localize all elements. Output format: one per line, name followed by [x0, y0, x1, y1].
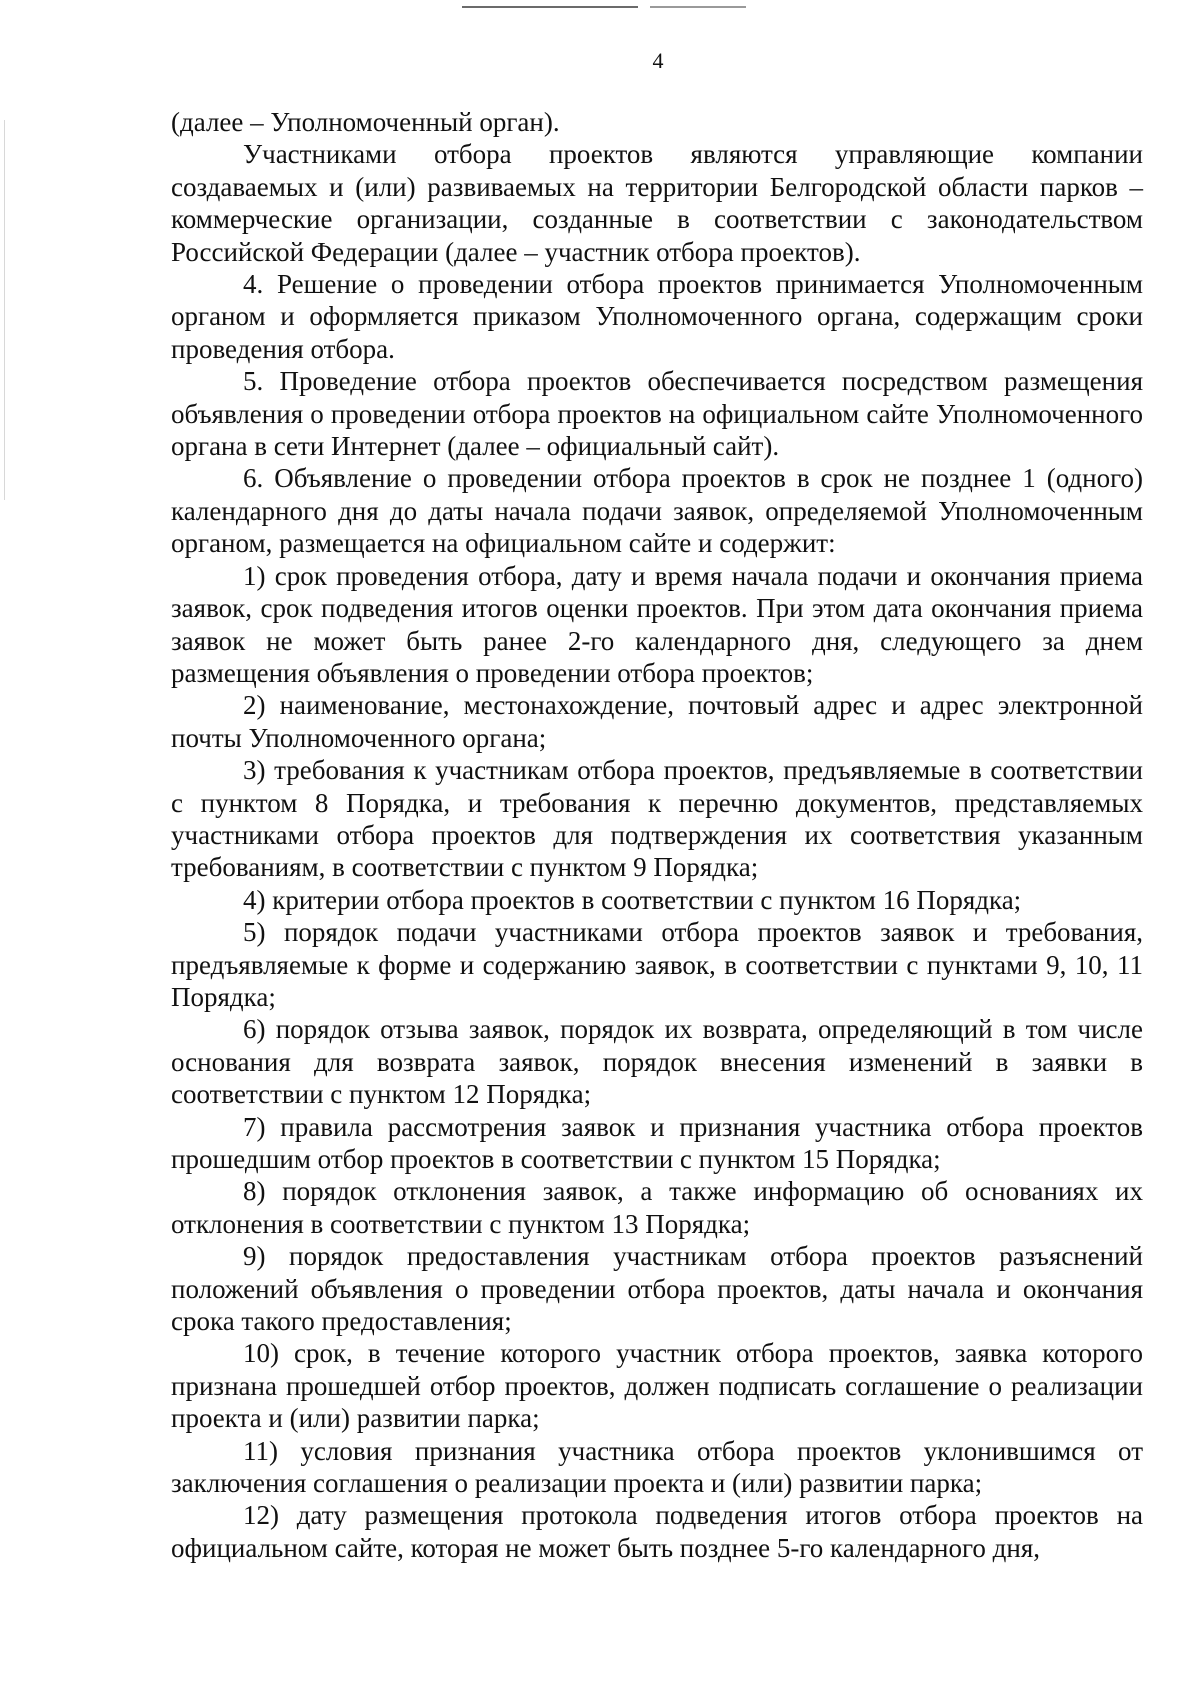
list-item: 7) правила рассмотрения заявок и признания участника отбора проектов прошедшим отбор проектов в соответствии с пунктом 15 Порядка; — [171, 1111, 1143, 1174]
list-item: 8) порядок отклонения заявок, а также информацию об основаниях их отклонения в соответствии с пунктом 13 Порядка; — [171, 1176, 1143, 1239]
list-item: 5) порядок подачи участниками отбора проектов заявок и требования, предъявляемые к форме и содержанию заявок, в соответствии с пунктами 9, 10, 11 Порядка; — [171, 917, 1143, 1012]
list-item: 11) условия признания участника отбора проектов уклонившимся от заключения соглашения о реализации проекта и (или) развитии парка; — [171, 1435, 1143, 1499]
scan-edge-line — [650, 6, 746, 8]
paragraph: 4. Решение о проведении отбора проектов принимается Уполномоченным органом и оформляется приказом Уполномоченного органа, содержащим сроки проведения отбора. — [171, 269, 1143, 364]
document-body — [171, 106, 1143, 1564]
paragraph: 5. Проведение отбора проектов обеспечивается посредством размещения объявления о проведении отбора проектов на официальном сайте Уполномоченного органа в сети Интернет (далее – официальный сайт). — [171, 366, 1143, 462]
list-item: 10) срок, в течение которого участник отбора проектов, заявка которого признана прошедшей отбор проектов, должен подписать соглашение о реализации проекта и (или) развитии парка; — [171, 1338, 1143, 1434]
list-item: 3) требования к участникам отбора проектов, предъявляемые в соответствии с пунктом 8 Порядка, и требования к перечню документов, представляемых участниками отбора проектов для подтверждения их соответствия указанным требованиям, в соответствии с пунктом 9 Порядка; — [171, 755, 1143, 883]
list-item: 6) порядок отзыва заявок, порядок их возврата, определяющий в том числе основания для возврата заявок, порядок внесения изменений в заявки в соответствии с пунктом 12 Порядка; — [171, 1014, 1143, 1110]
scan-edge-line — [4, 120, 5, 500]
paragraph: (далее – Уполномоченный орган). — [171, 107, 560, 137]
paragraph: Участниками отбора проектов являются управляющие компании создаваемых и (или) развиваемых на территории Белгородской области парков – коммерческие организации, созданные в соответствии с законодательством Российской Федерации (далее – участник отбора проектов). — [171, 139, 1143, 267]
list-item: 12) дату размещения протокола подведения итогов отбора проектов на официальном сайте, которая не может быть позднее 5-го календарного дня, — [171, 1500, 1143, 1563]
list-item: 1) срок проведения отбора, дату и время начала подачи и окончания приема заявок, срок подведения итогов оценки проектов. При этом дата окончания приема заявок не может быть ранее 2-го календарного дня, следующего за днем размещения объявления о проведении отбора проектов; — [171, 560, 1143, 688]
list-item: 9) порядок предоставления участникам отбора проектов разъяснений положений объявления о проведении отбора проектов, даты начала и окончания срока такого предоставления; — [171, 1241, 1143, 1337]
paragraph: 6. Объявление о проведении отбора проектов в срок не позднее 1 (одного) календарного дня до даты начала подачи заявок, определяемой Уполномоченным органом, размещается на официальном сайте и содержит: — [171, 463, 1143, 559]
list-item: 4) критерии отбора проектов в соответствии с пунктом 16 Порядка; — [243, 884, 1022, 915]
scan-edge-line — [462, 6, 638, 8]
page-number: 4 — [652, 48, 664, 73]
list-item: 2) наименование, местонахождение, почтовый адрес и адрес электронной почты Уполномоченного органа; — [171, 690, 1143, 753]
